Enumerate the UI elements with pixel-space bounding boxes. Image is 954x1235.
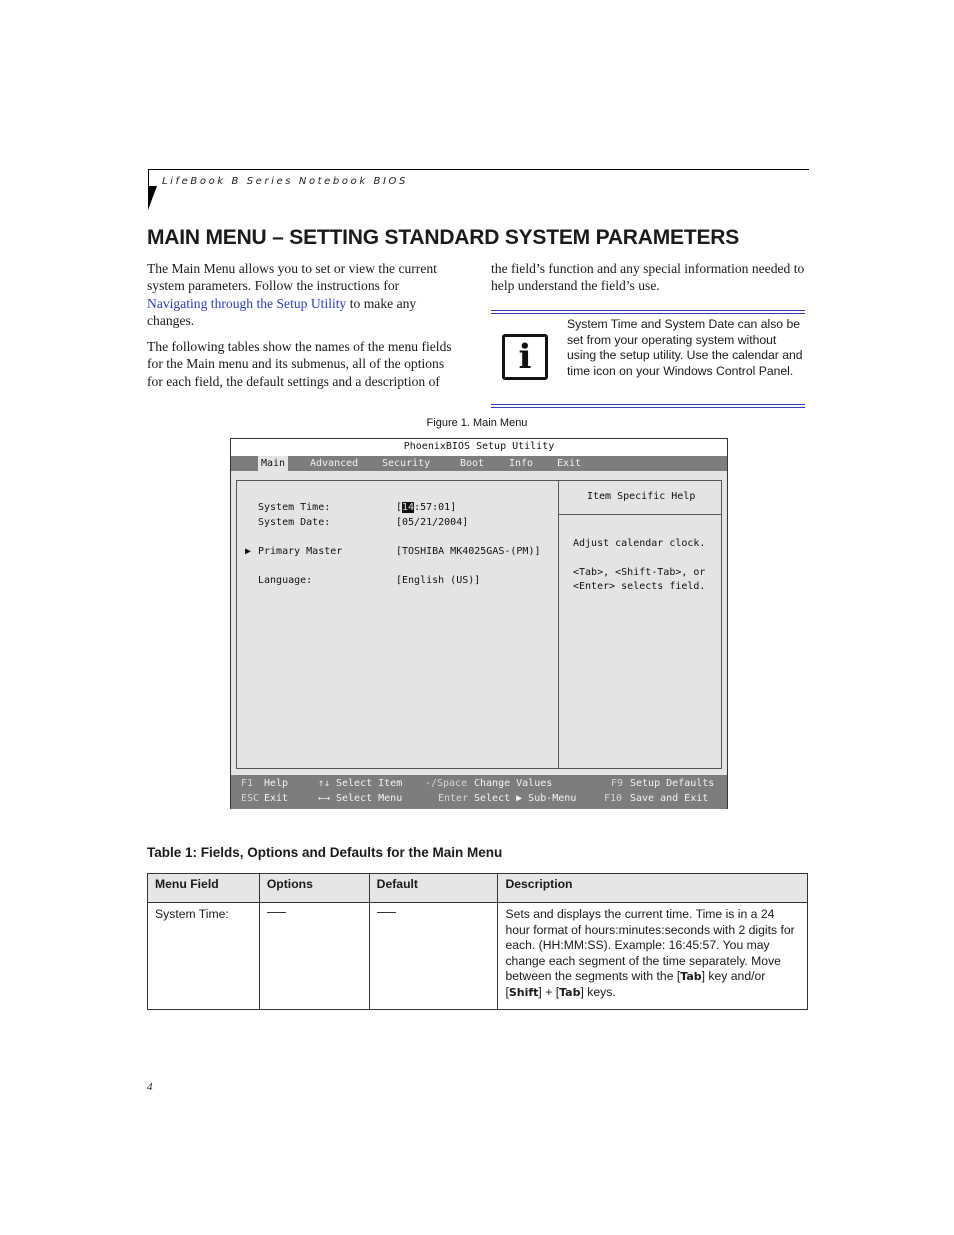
help-heading-rule <box>559 514 722 515</box>
header-options: Options <box>259 874 369 903</box>
help-line-1: Adjust calendar clock. <box>573 538 706 549</box>
header-menu-field: Menu Field <box>148 874 260 903</box>
bios-panel-divider <box>558 481 559 768</box>
cell-default <box>369 903 498 1010</box>
select-menu: Select Menu <box>336 793 403 804</box>
f1-help: Help <box>264 778 289 789</box>
intro-paragraph-2: The following tables show the names of the menu fields for the Main menu and its submenus, all of the options for each field, the default settings and a description of <box>147 339 452 389</box>
space-key: -/Space <box>425 778 468 789</box>
tab-key: Tab <box>559 985 581 999</box>
system-date-label: System Date: <box>258 517 331 528</box>
primary-master-value: [TOSHIBA MK4025GAS-(PM)] <box>396 546 541 557</box>
bios-menu-security[interactable]: Security <box>382 458 431 469</box>
cell-description <box>498 903 808 1010</box>
f1-key: F1 <box>241 778 254 789</box>
system-time-value[interactable] <box>396 502 456 513</box>
header-wedge <box>148 186 157 210</box>
submenu-arrow-icon: ▶ <box>245 546 252 557</box>
dash <box>267 912 286 913</box>
help-heading: Item Specific Help <box>587 491 696 502</box>
f10-key: F10 <box>604 793 623 804</box>
page-number: 4 <box>147 1081 153 1093</box>
dash <box>377 912 396 913</box>
intro-paragraph-2-continued: the field’s function and any special information needed to help understand the field’s use. <box>491 261 805 294</box>
bios-title: PhoenixBIOS Setup Utility <box>403 441 555 452</box>
figure-caption: Figure 1. Main Menu <box>426 417 528 429</box>
bios-body <box>231 471 727 775</box>
bios-menu-boot[interactable]: Boot <box>460 458 485 469</box>
running-head: LifeBook B Series Notebook BIOS <box>162 176 408 187</box>
note-bottom-rule <box>491 404 805 408</box>
header-description: Description <box>498 874 808 903</box>
intro-text-end: to make any changes. <box>147 295 417 329</box>
header-default: Default <box>369 874 498 903</box>
main-menu-table <box>147 873 808 1010</box>
intro-text: The Main Menu allows you to set or view the current system parameters. Follow the instructions for <box>147 261 437 294</box>
select-item: Select Item <box>336 778 403 789</box>
header-rule <box>148 169 809 170</box>
bios-menu-advanced[interactable]: Advanced <box>310 458 359 469</box>
language-value[interactable]: [English (US)] <box>396 575 481 586</box>
f9-key: F9 <box>611 778 624 789</box>
bios-panel <box>236 480 722 769</box>
time-rest: :57:01] <box>414 502 457 513</box>
left-right-arrows-icon: ←→ <box>318 793 331 804</box>
table-row <box>148 903 808 1010</box>
enter-key: Enter <box>438 793 469 804</box>
bracket: [ <box>396 502 403 513</box>
desc-text: Sets and displays the current time. Time is in a 24 hour format of hours:minutes:seconds with 2 digits for each. (HH:MM:SS). Example: 16:45:57. You may change each segment of the time separately. Move between the segments with the [ <box>505 907 795 984</box>
shift-key: Shift <box>508 985 539 999</box>
desc-text: ] keys. <box>580 984 616 999</box>
select-sub-menu: Select ▶ Sub-Menu <box>474 793 577 804</box>
esc-exit: Exit <box>264 793 289 804</box>
setup-utility-link[interactable]: Navigating through the Setup Utility <box>147 295 347 311</box>
table-header-row <box>148 874 808 903</box>
bios-menu-info[interactable]: Info <box>509 458 534 469</box>
time-cursor[interactable]: 14 <box>402 502 415 513</box>
system-time-label: System Time: <box>258 502 331 513</box>
language-label: Language: <box>258 575 313 586</box>
intro-paragraph-1 <box>147 260 462 330</box>
change-values: Change Values <box>474 778 553 789</box>
bios-footer <box>231 775 727 809</box>
info-icon: i <box>502 334 548 380</box>
cell-menu-field: System Time: <box>148 903 260 1010</box>
table-title: Table 1: Fields, Options and Defaults for the Main Menu <box>147 845 503 860</box>
page-title: MAIN MENU – SETTING STANDARD SYSTEM PARAMETERS <box>147 226 740 249</box>
note-top-rule <box>491 310 805 314</box>
cell-options <box>259 903 369 1010</box>
note-text: System Time and System Date can also be set from your operating system without using the setup utility. Use the calendar and time icon on your Windows Control Panel. <box>567 317 803 378</box>
bios-screen <box>230 438 728 809</box>
esc-key: ESC <box>241 793 260 804</box>
desc-text: ] + [ <box>538 984 560 999</box>
desc-text: ] key and/or [ <box>505 969 766 999</box>
setup-defaults: Setup Defaults <box>630 778 715 789</box>
save-and-exit: Save and Exit <box>630 793 709 804</box>
bios-menu-exit[interactable]: Exit <box>557 458 582 469</box>
tab-key: Tab <box>680 970 702 984</box>
help-line-3: <Enter> selects field. <box>573 581 706 592</box>
help-line-2: <Tab>, <Shift-Tab>, or <box>573 567 706 578</box>
primary-master-label[interactable]: Primary Master <box>258 546 343 557</box>
up-down-arrows-icon: ↑↓ <box>318 778 331 789</box>
bios-menubar <box>231 456 727 471</box>
bios-menu-main[interactable]: Main <box>258 456 288 471</box>
system-date-value[interactable]: [05/21/2004] <box>396 517 469 528</box>
